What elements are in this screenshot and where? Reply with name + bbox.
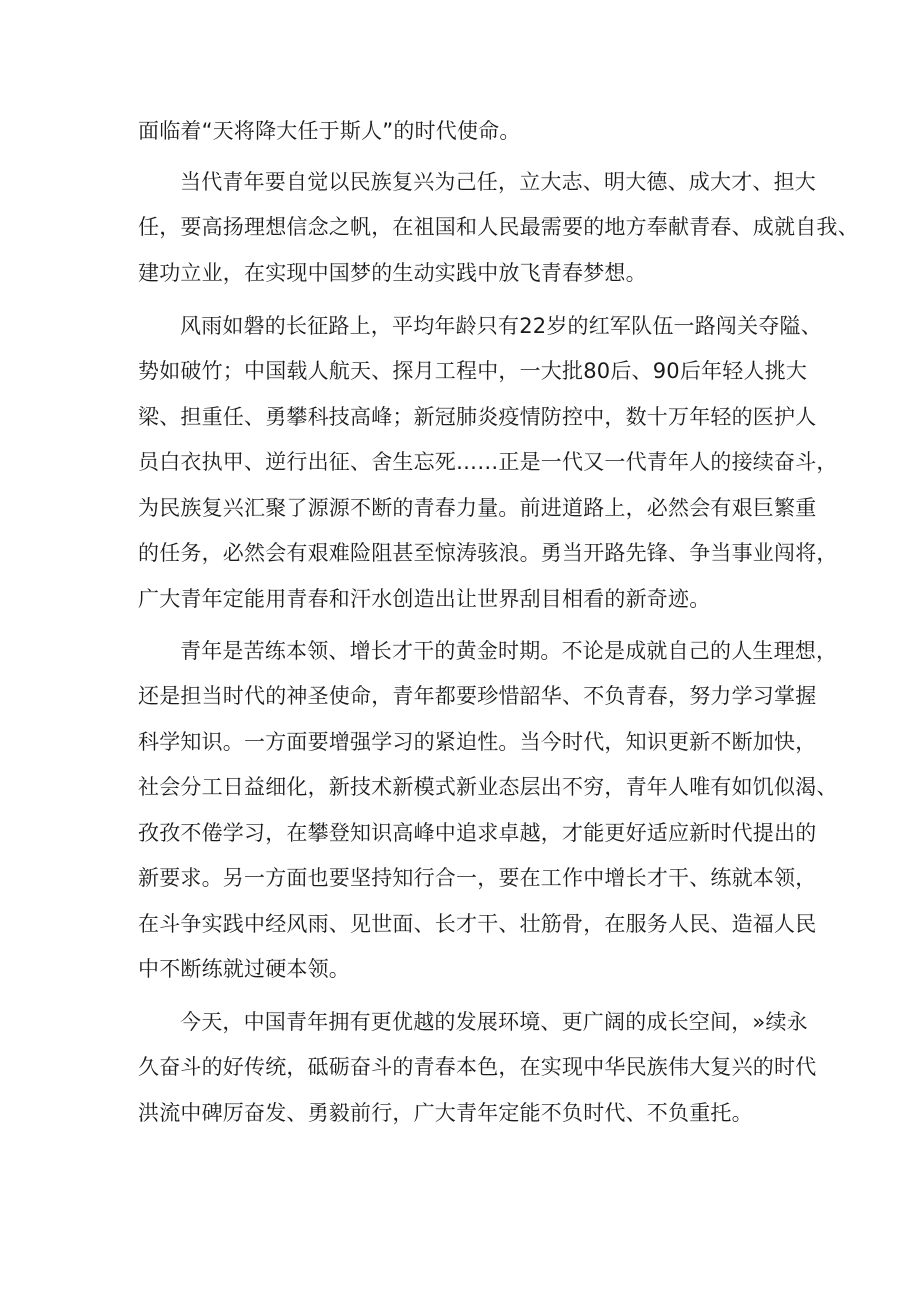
- text-line: 任，要高扬理想信念之帆，在祖国和人民最需要的地方奉献青春、成就自我、: [138, 215, 859, 239]
- text-line: 久奋斗的好传统，砥砺奋斗的青春本色，在实现中华民族伟大复兴的时代: [138, 1055, 817, 1079]
- text-line: 当代青年要自觉以民族复兴为己任，立大志、明大德、成大才、担大: [180, 170, 816, 194]
- text-line: 社会分工日益细化，新技术新模式新业态层出不穷，青年人唯有如饥似渴、: [138, 775, 838, 799]
- text-line: 势如破竹；中国载人航天、探月工程中，一大批80后、90后年轻人挑大: [138, 359, 808, 383]
- text-line: 的任务，必然会有艰难险阻甚至惊涛骇浪。勇当开路先锋、争当事业闯将，: [138, 541, 838, 565]
- text-line: 青年是苦练本领、增长才干的黄金时期。不论是成就自己的人生理想，: [180, 639, 838, 663]
- text-line: 建功立业，在实现中国梦的生动实践中放飞青春梦想。: [138, 261, 647, 285]
- text-line: 广大青年定能用青春和汗水创造出让世界刮目相看的新奇迹。: [138, 587, 711, 611]
- text-line: 洪流中碑厉奋发、勇毅前行，广大青年定能不负时代、不负重托。: [138, 1101, 753, 1125]
- text-line: 还是担当时代的神圣使命，青年都要珍惜韶华、不负青春，努力学习掌握: [138, 684, 817, 708]
- text-line: 面临着“天将降大任于斯人”的时代使命。: [138, 119, 521, 143]
- text-line: 员白衣执甲、逆行出征、舍生忘死……正是一代又一代青年人的接续奋斗，: [138, 450, 838, 474]
- text-line: 中不断练就过硬本领。: [138, 957, 350, 981]
- text-line: 科学知识。一方面要增强学习的紧迫性。当今时代，知识更新不断加快，: [138, 730, 817, 754]
- text-line: 今天，中国青年拥有更优越的发展环境、更广阔的成长空间，»续永: [180, 1010, 808, 1034]
- text-line: 在斗争实践中经风雨、见世面、长才干、壮筋骨，在服务人民、造福人民: [138, 912, 817, 936]
- text-line: 孜孜不倦学习，在攀登知识高峰中追求卓越，才能更好适应新时代提出的: [138, 821, 817, 845]
- text-line: 风雨如磐的长征路上，平均年龄只有22岁的红军队伍一路闯关夺隘、: [180, 314, 822, 338]
- text-line: 为民族复兴汇聚了源源不断的青春力量。前进道路上，必然会有艰巨繁重: [138, 496, 817, 520]
- text-line: 梁、担重任、勇攀科技高峰；新冠肺炎疫情防控中，数十万年轻的医护人: [138, 405, 817, 429]
- text-line: 新要求。另一方面也要坚持知行合一，要在工作中增长才干、练就本领，: [138, 866, 817, 890]
